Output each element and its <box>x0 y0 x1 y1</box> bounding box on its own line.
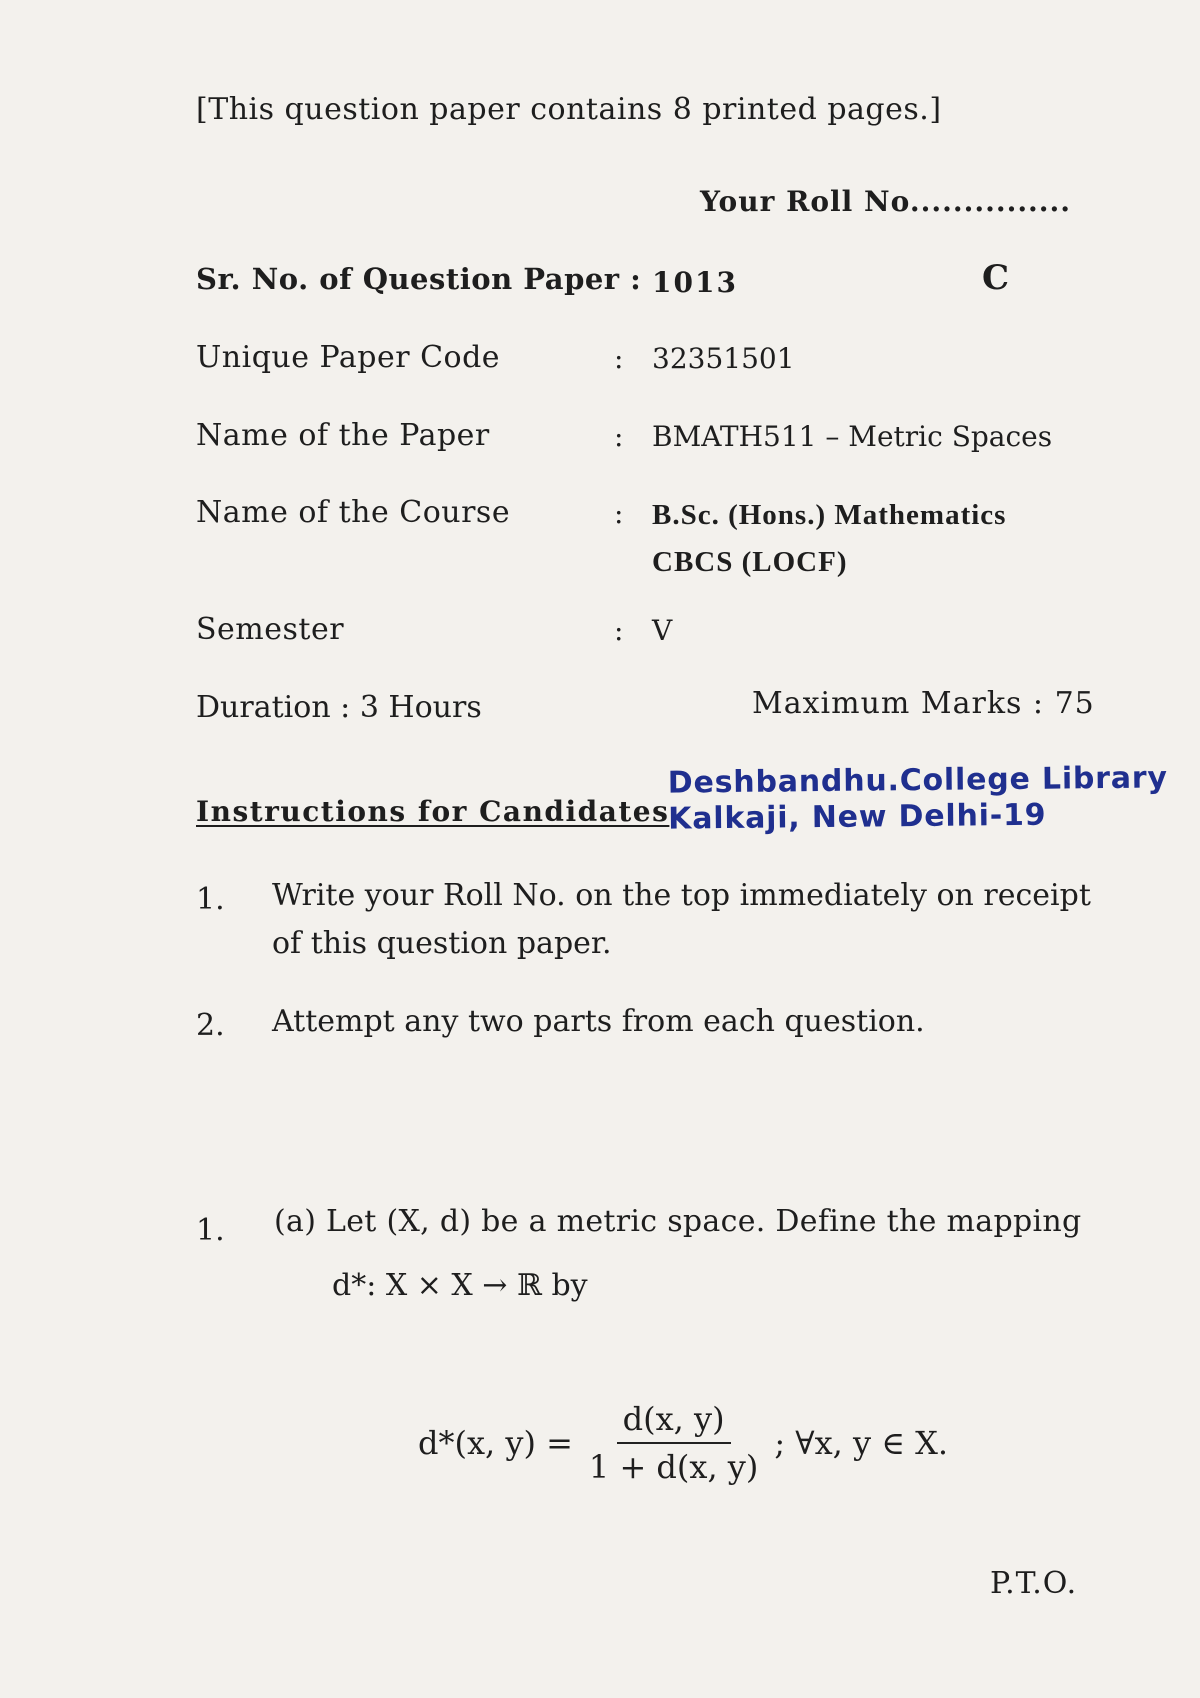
sr-no-label: Sr. No. of Question Paper : <box>196 262 642 296</box>
course-name-label: Name of the Course <box>196 495 511 530</box>
instruction-2-number: 2. <box>196 1008 225 1043</box>
instruction-1-number: 1. <box>196 882 225 917</box>
sr-no-value: 1013 <box>652 266 738 299</box>
formula-rhs: ; ∀x, y ∈ X. <box>774 1424 949 1462</box>
paper-name-colon: : <box>614 420 624 453</box>
library-stamp <box>668 760 1169 837</box>
instruction-2-text: Attempt any two parts from each question. <box>272 1004 925 1039</box>
instructions-heading: Instructions for Candidates <box>196 795 670 828</box>
unique-paper-code-label: Unique Paper Code <box>196 340 501 375</box>
question-1-number: 1. <box>196 1213 225 1248</box>
instruction-1-text: Write your Roll No. on the top immediately on receipt of this question paper. <box>272 878 1091 961</box>
paper-set-letter: C <box>982 258 1010 298</box>
question-1a-text: (a) Let (X, d) be a metric space. Define the mapping <box>274 1204 1082 1239</box>
formula-denominator: 1 + d(x, y) <box>588 1448 759 1486</box>
course-name-value-line2: CBCS (LOCF) <box>652 546 848 578</box>
paper-name-value: BMATH511 – Metric Spaces <box>652 420 1053 453</box>
duration: Duration : 3 Hours <box>196 690 482 725</box>
formula-lhs: d*(x, y) = <box>418 1424 573 1462</box>
unique-paper-code-value: 32351501 <box>652 342 795 375</box>
library-stamp-line1: Deshbandhu.College Library <box>667 760 1168 801</box>
library-stamp-line2: Kalkaji, New Delhi-19 <box>668 797 1047 837</box>
formula-numerator: d(x, y) <box>617 1400 731 1444</box>
paper-name-label: Name of the Paper <box>196 418 490 453</box>
unique-paper-code-colon: : <box>614 342 624 375</box>
maximum-marks: Maximum Marks : 75 <box>752 686 1095 721</box>
course-name-colon: : <box>614 497 624 530</box>
formula-fraction <box>583 1400 764 1486</box>
metric-formula <box>418 1400 948 1486</box>
semester-label: Semester <box>196 612 345 647</box>
course-name-value-line1: B.Sc. (Hons.) Mathematics <box>652 499 1007 531</box>
semester-colon: : <box>614 614 624 647</box>
roll-number-field: Your Roll No............... <box>700 185 1072 218</box>
question-1a-mapping: d*: X × X → ℝ by <box>332 1268 588 1303</box>
please-turn-over: P.T.O. <box>990 1566 1078 1601</box>
page-count-notice: [This question paper contains 8 printed pages.] <box>196 92 942 127</box>
semester-value: V <box>652 614 673 647</box>
